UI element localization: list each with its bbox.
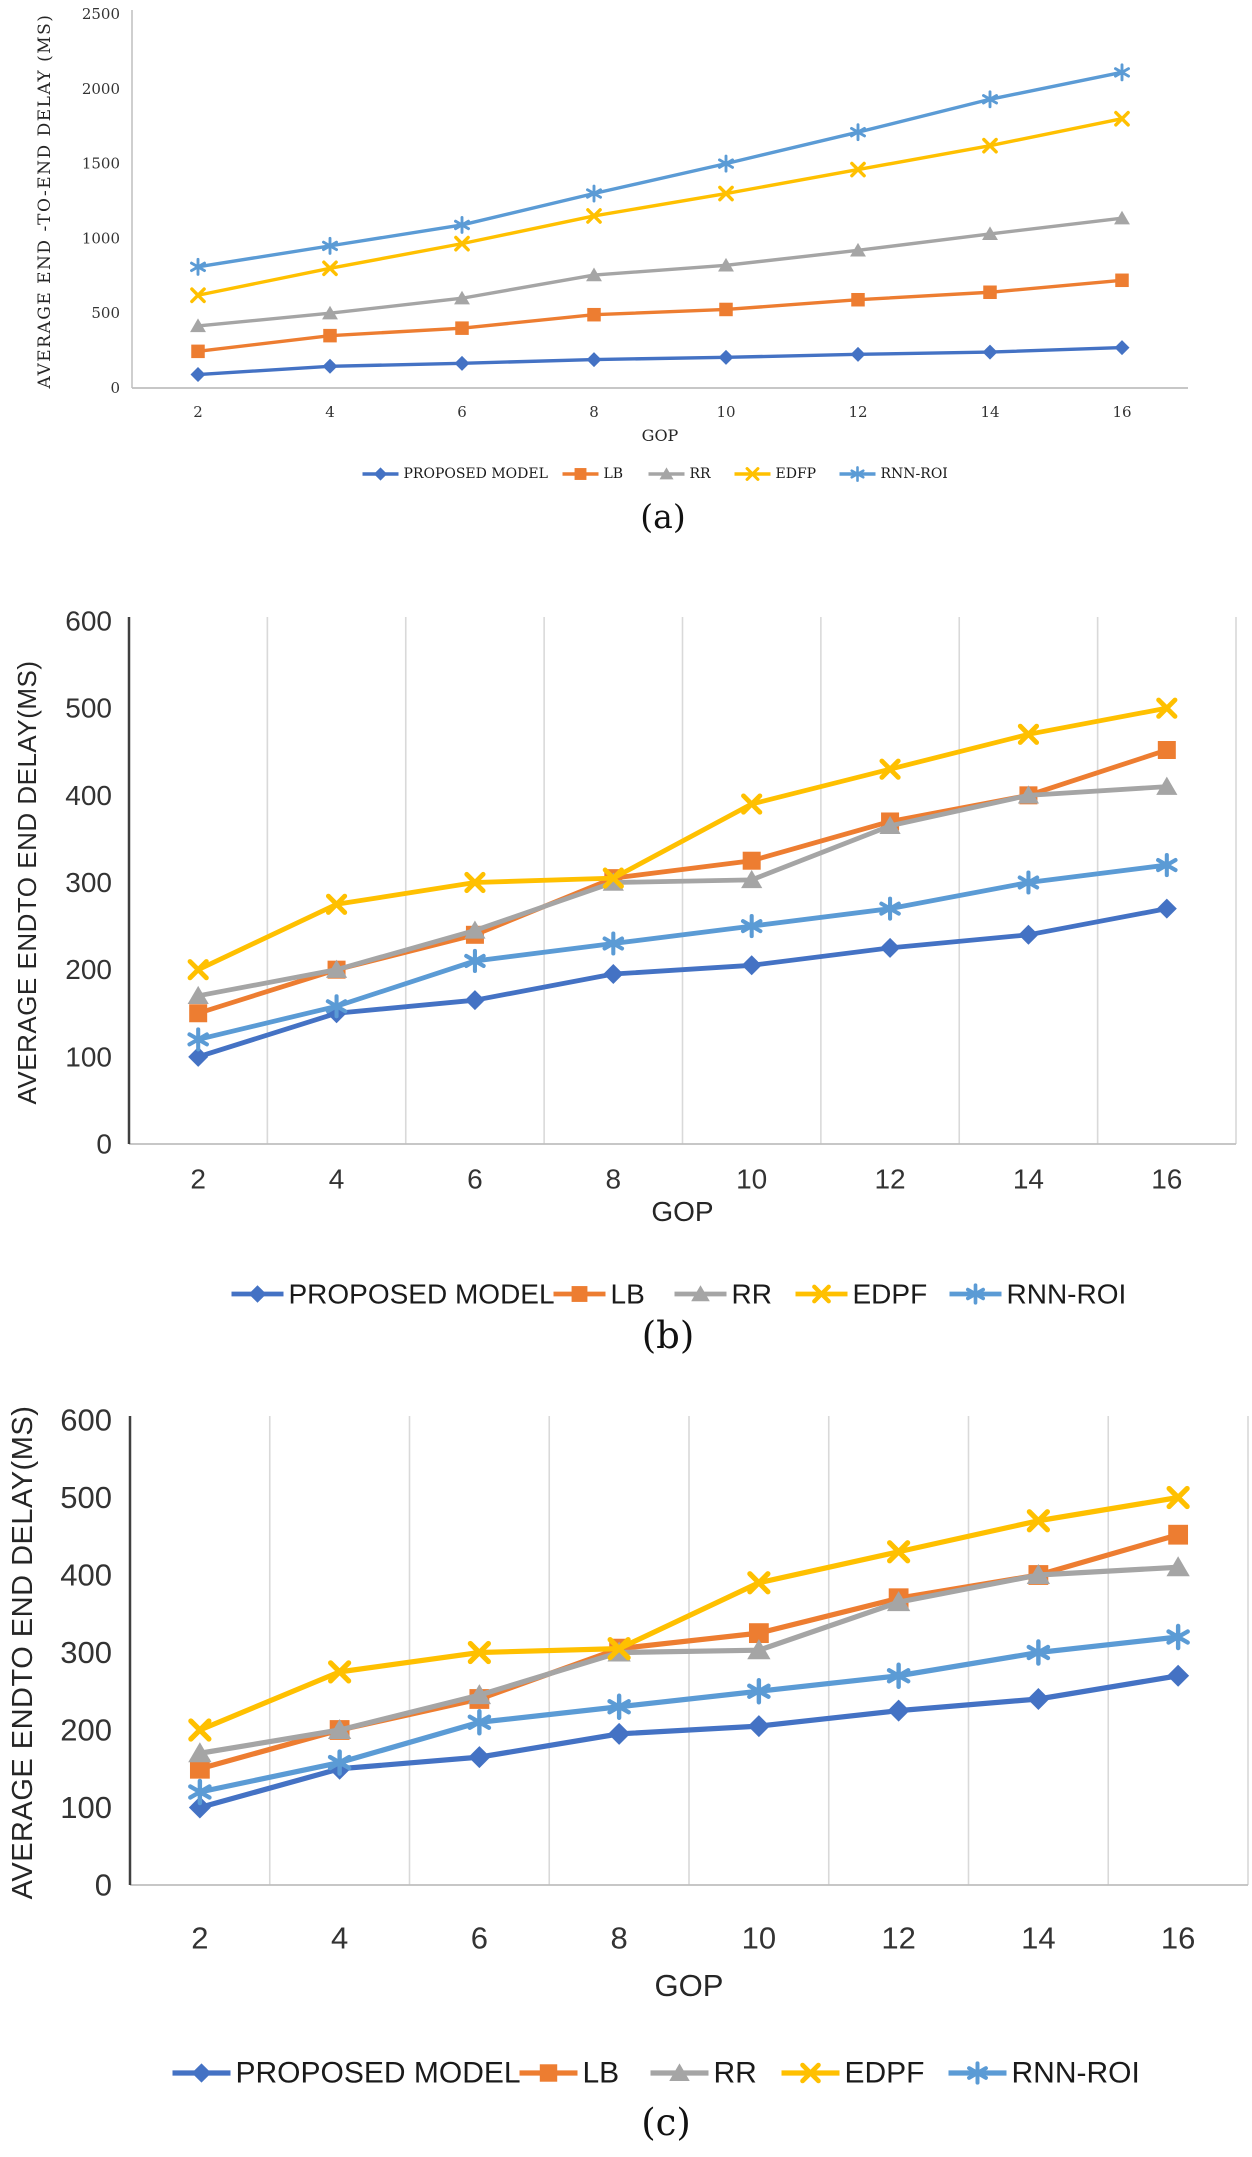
- y-tick-label: 500: [60, 1480, 112, 1515]
- x-tick-label: 2: [190, 1163, 206, 1195]
- x-tick-label: 12: [874, 1163, 906, 1195]
- chart-a: [0, 0, 1252, 555]
- diamond-marker: [888, 1700, 910, 1722]
- legend-label: LB: [582, 2056, 620, 2090]
- legend-label: LB: [603, 466, 624, 482]
- x-tick-label: 16: [1112, 403, 1132, 421]
- caption-b: (b): [641, 1314, 695, 1357]
- legend-item-lb: [554, 1279, 645, 1310]
- square-marker: [572, 1286, 588, 1302]
- square-marker: [743, 852, 761, 870]
- legend-item-rr: [649, 466, 712, 482]
- y-tick-label: 500: [91, 304, 120, 323]
- chart-b: [0, 555, 1252, 1360]
- legend: [363, 466, 948, 482]
- x-tick-label: 8: [610, 1920, 628, 1956]
- axes: [132, 10, 1188, 388]
- legend-item-lb: [520, 2057, 620, 2090]
- square-marker: [1168, 1525, 1188, 1545]
- diamond-marker: [880, 938, 900, 958]
- x-tick-label: 16: [1160, 1920, 1196, 1956]
- x-axis-label: GOP: [651, 1196, 714, 1227]
- legend-item-proposed-model: [173, 2057, 521, 2090]
- diamond-marker: [608, 1723, 630, 1745]
- y-tick-label: 2500: [81, 5, 120, 23]
- y-tick-label: 100: [60, 1790, 112, 1825]
- legend-label: RR: [713, 2056, 757, 2090]
- x-tick-label: 6: [467, 1163, 483, 1195]
- legend-label: RNN-ROI: [880, 466, 948, 482]
- x-tick-label: 14: [1021, 1920, 1056, 1956]
- x-tick-label: 12: [881, 1920, 916, 1956]
- legend: [232, 1279, 1127, 1310]
- series-edfp: [192, 113, 1128, 302]
- y-axis-label: AVERAGE ENDTO END DELAY(MS): [7, 1405, 39, 1900]
- diamond-marker: [1027, 1688, 1049, 1710]
- diamond-marker: [603, 964, 623, 984]
- legend-label: EDFP: [775, 466, 817, 482]
- legend-label: PROPOSED MODEL: [235, 2056, 521, 2090]
- diamond-marker: [1167, 1665, 1189, 1687]
- y-tick-label: 600: [65, 605, 112, 637]
- legend-item-lb: [563, 466, 624, 482]
- legend-item-proposed-model: [232, 1279, 555, 1310]
- x-tick-label: 14: [1012, 1163, 1045, 1195]
- caption-c: (c): [641, 2101, 691, 2144]
- legend: [173, 2057, 1140, 2090]
- y-tick-label: 0: [96, 1128, 112, 1160]
- legend-label: EDPF: [844, 2056, 925, 2090]
- square-marker: [575, 468, 587, 480]
- y-tick-label: 400: [60, 1557, 112, 1593]
- diamond-marker: [983, 345, 998, 360]
- diamond-marker: [191, 367, 206, 382]
- y-tick-labels: [82, 5, 120, 397]
- x-tick-label: 2: [191, 1920, 209, 1956]
- y-tick-label: 2000: [81, 79, 120, 98]
- y-tick-labels: [65, 606, 112, 1160]
- diamond-marker: [1018, 925, 1038, 945]
- legend-label: RR: [689, 466, 711, 482]
- y-tick-label: 200: [60, 1712, 112, 1748]
- legend-item-edfp: [735, 466, 817, 482]
- y-tick-label: 1000: [81, 229, 120, 248]
- y-tick-label: 0: [94, 1867, 112, 1903]
- square-marker: [983, 286, 997, 300]
- square-marker: [1115, 274, 1129, 288]
- square-marker: [323, 329, 337, 343]
- diamond-marker: [719, 350, 734, 365]
- legend-item-rr: [651, 2057, 757, 2090]
- y-tick-label: 600: [60, 1402, 112, 1438]
- square-marker: [587, 308, 601, 322]
- diamond-marker: [1115, 340, 1130, 355]
- x-tick-label: 6: [457, 403, 467, 421]
- x-tick-labels: [190, 1164, 1182, 1195]
- x-tick-labels: [193, 403, 1131, 421]
- legend-label: RR: [731, 1278, 772, 1310]
- y-tick-label: 100: [65, 1041, 112, 1073]
- x-tick-label: 4: [331, 1920, 349, 1956]
- square-marker: [540, 2064, 557, 2081]
- x-tick-label: 6: [470, 1920, 488, 1956]
- diamond-marker: [192, 2063, 211, 2082]
- x-axis-label: GOP: [654, 1968, 724, 2003]
- series-rnn-roi: [191, 65, 1128, 274]
- legend-label: LB: [610, 1278, 645, 1310]
- legend-label: EDPF: [852, 1278, 928, 1310]
- y-tick-label: 1500: [81, 154, 120, 173]
- diamond-marker: [587, 352, 602, 367]
- diamond-marker: [468, 1746, 490, 1768]
- y-axis-label: AVERAGE END -TO-END DELAY (MS): [35, 13, 55, 389]
- square-marker: [191, 345, 205, 359]
- x-tick-label: 14: [980, 403, 1000, 421]
- square-marker: [455, 321, 469, 335]
- diamond-marker: [742, 955, 762, 975]
- x-tick-label: 12: [848, 403, 868, 421]
- legend-label: RNN-ROI: [1011, 2056, 1140, 2090]
- legend-item-rnn-roi: [840, 466, 948, 482]
- x-tick-label: 2: [193, 403, 203, 421]
- y-tick-labels: [60, 1403, 112, 1903]
- x-axis-label: GOP: [641, 426, 679, 445]
- diamond-marker: [851, 347, 866, 362]
- series-proposed-model: [191, 340, 1130, 382]
- diamond-marker: [323, 359, 338, 374]
- x-tick-label: 4: [328, 1163, 345, 1195]
- legend-item-edpf: [796, 1279, 928, 1310]
- square-marker: [851, 293, 865, 307]
- x-tick-labels: [191, 1921, 1195, 1956]
- legend-item-rr: [675, 1279, 772, 1310]
- square-marker: [1158, 741, 1176, 759]
- legend-item-edpf: [782, 2057, 925, 2090]
- legend-label: PROPOSED MODEL: [288, 1278, 555, 1310]
- square-marker: [189, 1004, 207, 1022]
- x-tick-label: 16: [1151, 1163, 1183, 1195]
- square-marker: [719, 303, 733, 317]
- y-tick-label: 200: [65, 954, 112, 986]
- x-tick-label: 10: [716, 403, 736, 421]
- legend-label: PROPOSED MODEL: [403, 466, 548, 482]
- x-tick-label: 4: [325, 403, 335, 421]
- x-tick-label: 8: [589, 403, 599, 421]
- diamond-marker: [1157, 899, 1177, 919]
- x-tick-label: 10: [741, 1920, 777, 1956]
- legend-item-rnn-roi: [950, 1279, 1127, 1310]
- diamond-marker: [465, 990, 485, 1010]
- x-marker: [190, 961, 206, 977]
- x-tick-label: 8: [605, 1163, 622, 1195]
- caption-a: (a): [640, 497, 686, 536]
- diamond-marker: [455, 356, 470, 371]
- y-axis-label: AVERAGE ENDTO END DELAY(MS): [12, 660, 42, 1105]
- y-tick-label: 300: [60, 1635, 112, 1670]
- x-tick-label: 10: [736, 1163, 768, 1195]
- chart-c: [0, 1360, 1252, 2157]
- y-tick-label: 300: [65, 867, 112, 898]
- legend-item-rnn-roi: [949, 2057, 1140, 2090]
- legend-item-proposed-model: [363, 466, 548, 482]
- y-tick-label: 0: [110, 379, 120, 397]
- legend-label: RNN-ROI: [1006, 1278, 1127, 1310]
- diamond-marker: [249, 1285, 267, 1303]
- diamond-marker: [374, 467, 387, 480]
- y-tick-label: 400: [65, 779, 112, 811]
- diamond-marker: [748, 1715, 770, 1737]
- y-tick-label: 500: [65, 692, 112, 724]
